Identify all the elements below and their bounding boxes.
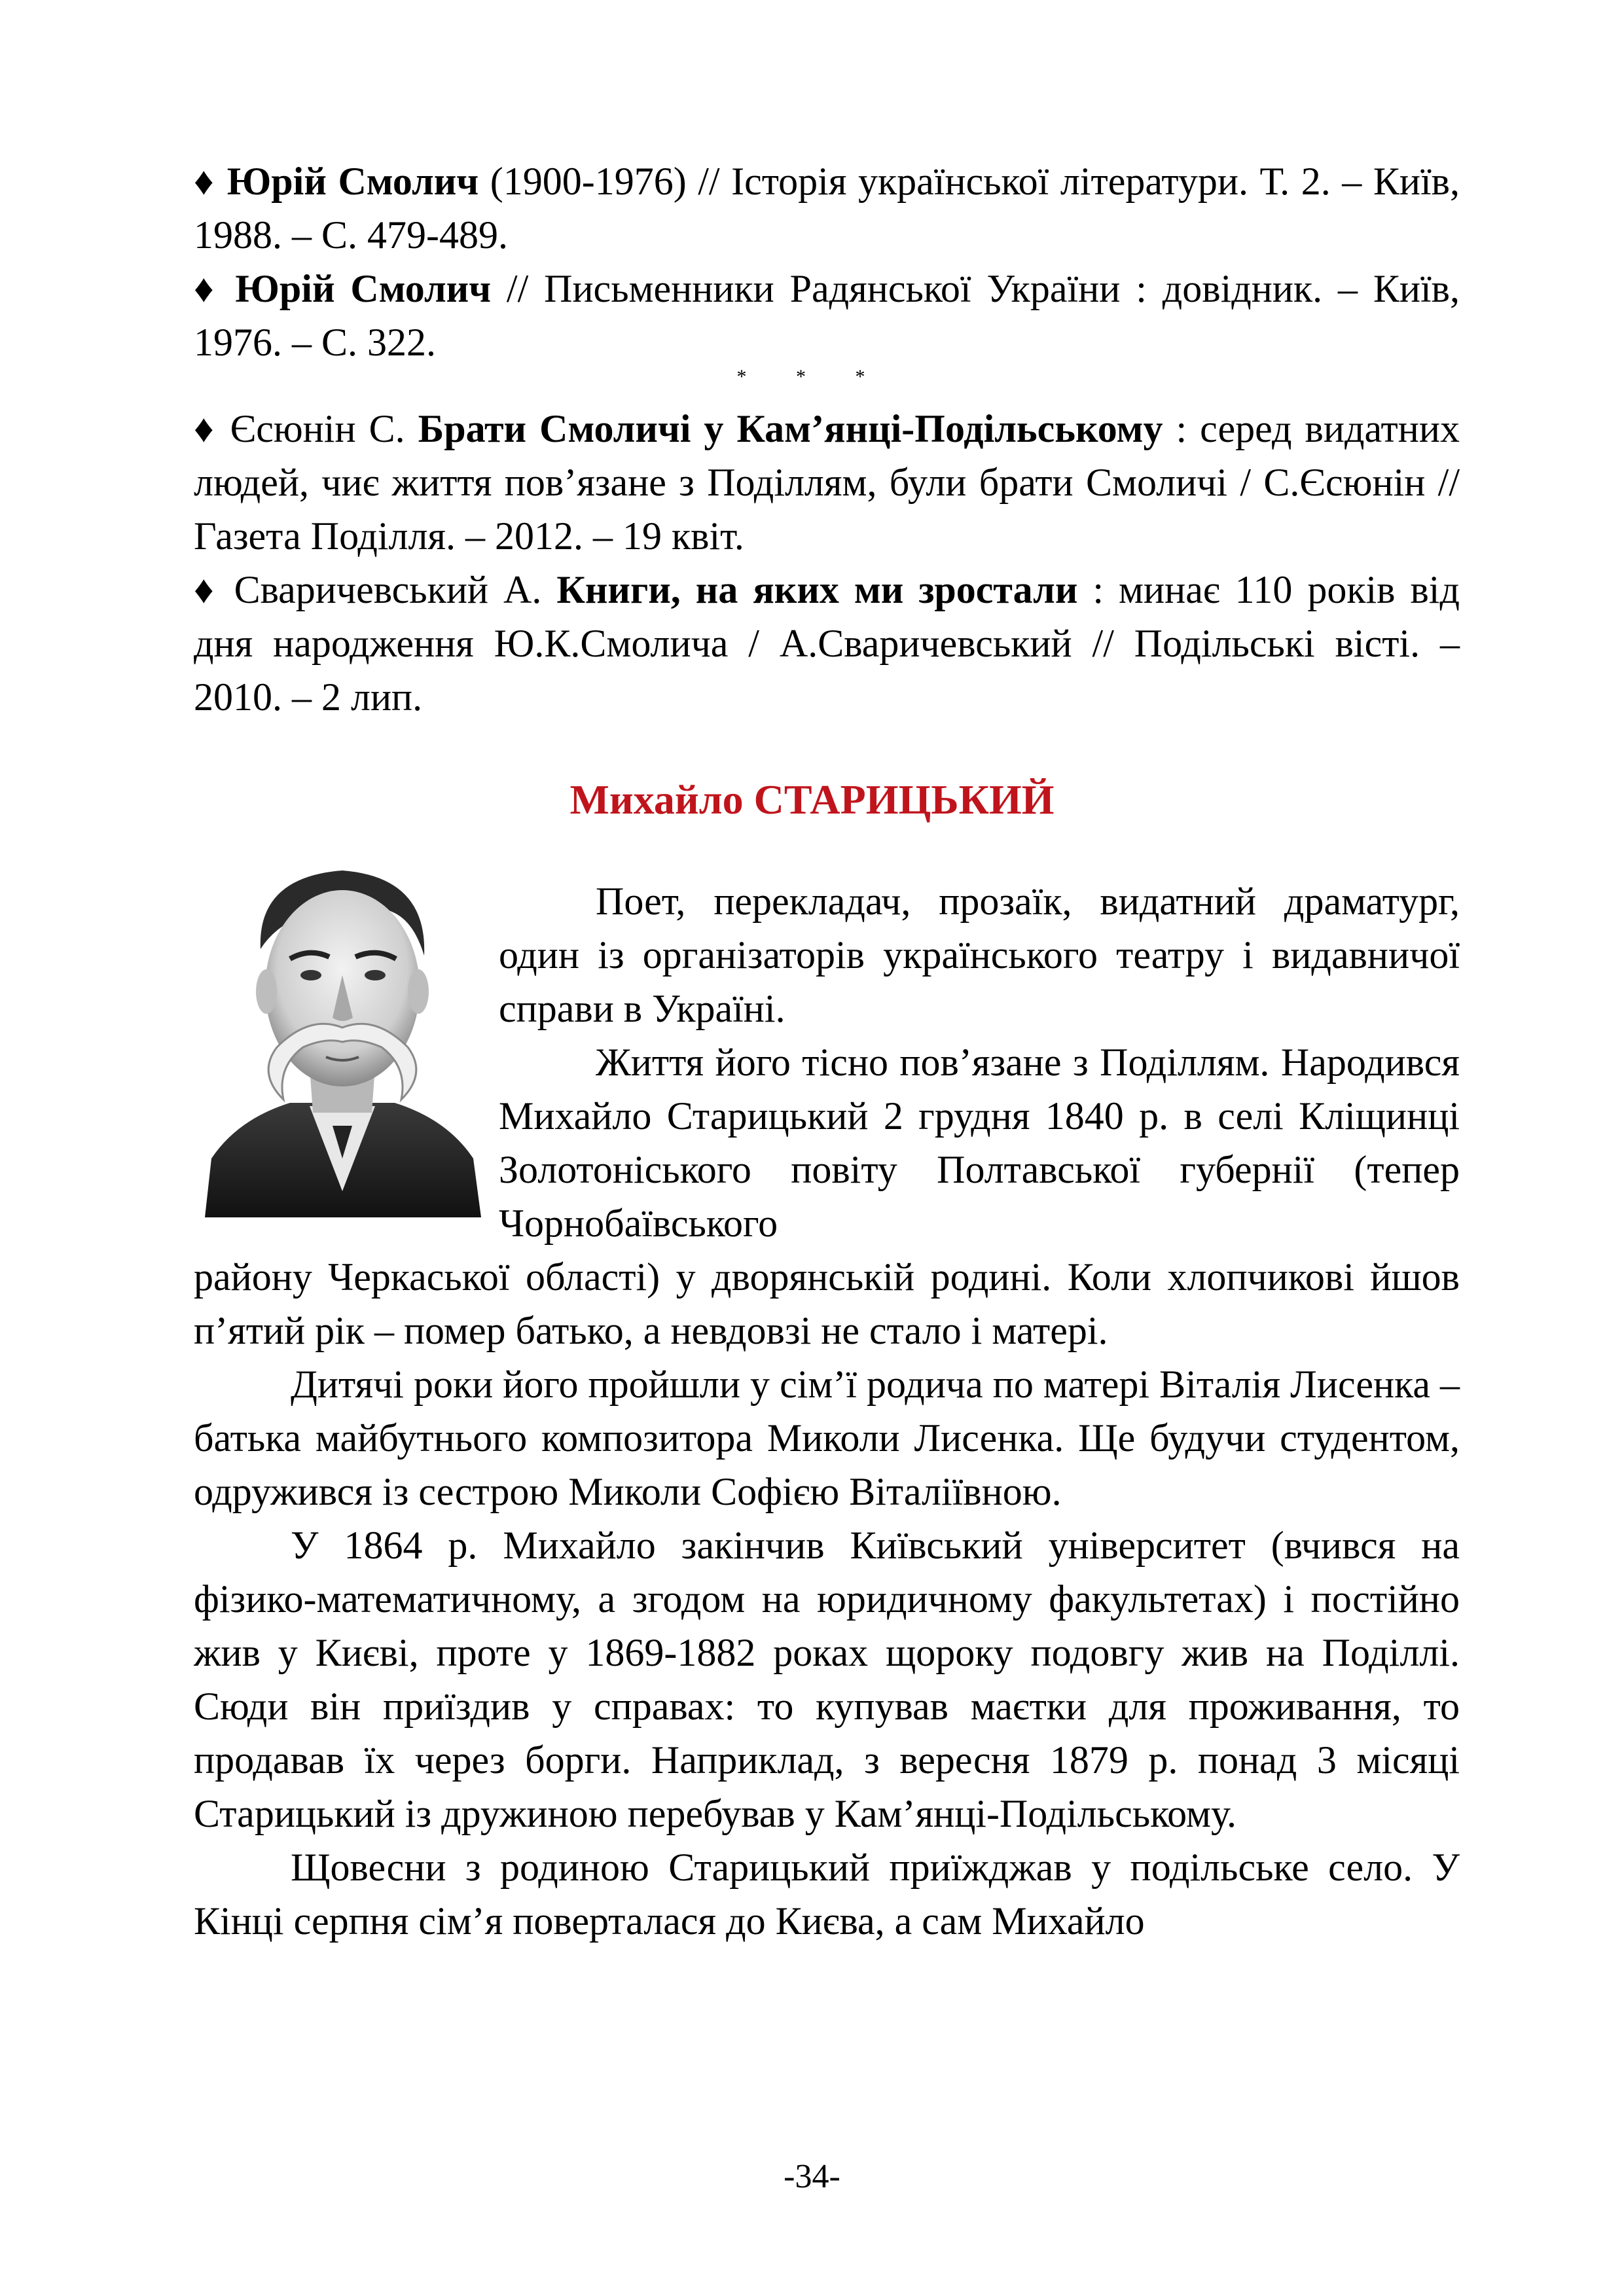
biography-intro [499,874,1460,1250]
reference-details: : минає 110 років від дня народження Ю.К.Смолича / А.Сваричевський // Подільські вісті. – 2010. – 2 лип. [194,568,1460,719]
reference-title: Книги, на яких ми зростали [556,568,1078,611]
birth-paragraph: Життя його тісно пов’язане з Поділлям. Народився Михайло Старицький 2 грудня 1840 р. в селі Кліщинці Золотоніського повіту Полтавської губернії (тепер Чорнобаївського [499,1041,1460,1245]
reference-details: // Письменники Радянської України : довідник. – Київ, 1976. – С. 322. [194,267,1460,364]
reference-entry [194,563,1460,724]
body-paragraph: Щовесни з родиною Старицький приїжджав у подільське село. У Кінці серпня сім’я поверталася до Києва, а сам Михайло [194,1846,1460,1943]
biography-body [194,1250,1460,1948]
diamond-bullet-icon: ♦ [194,407,217,450]
diamond-bullet-icon: ♦ [194,160,216,203]
reference-title: Брати Смоличі у Кам’янці-Подільському [418,407,1163,450]
body-paragraph: У 1864 р. Михайло закінчив Київський університет (вчився на фізико-математичному, а згодом на юридичному факультетах) і постійно жив у Києві, проте у 1869-1882 роках щороку подовгу жив на Поділлі. Сюди він приїздив у справах: то купував маєтки для проживання, то продавав їх через борги. Наприклад, з вересня 1879 р. понад 3 місяці Старицький із дружиною перебував у Кам’янці-Подільському. [194,1524,1460,1835]
references-top [194,154,1460,369]
intro-paragraph: Поет, перекладач, прозаїк, видатний драматург, один із організаторів українського театру і видавничої справи в Україні. [499,880,1460,1030]
diamond-bullet-icon: ♦ [194,267,220,310]
body-paragraph: Дитячі роки його пройшли у сім’ї родича по матері Віталія Лисенка – батька майбутнього композитора Миколи Лисенка. Ще будучи студентом, одружився із сестрою Миколи Софією Віталіївною. [194,1363,1460,1513]
reference-details: (1900-1976) // Історія української літератури. Т. 2. – Київ, 1988. – С. 479-489. [194,160,1460,257]
birth-paragraph-continued: району Черкаської області) у дворянській родині. Коли хлопчикові йшов п’ятий рік – помер батько, а невдовзі не стало і матері. [194,1255,1460,1352]
page-number: -34- [784,2158,840,2195]
diamond-bullet-icon: ♦ [194,568,219,611]
reference-author: Юрій Смолич [235,267,492,310]
reference-entry [194,402,1460,563]
reference-author: Юрій Смолич [226,160,479,203]
portrait-image [198,851,486,1217]
reference-details: : серед видатних людей, чиє життя пов’язане з Поділлям, були брати Смоличі / С.Єсюнін // Газета Поділля. – 2012. – 19 квіт. [194,407,1460,558]
reference-author: Єсюнін С. [217,407,418,450]
reference-author: Сваричевський А. [219,568,557,611]
references-bottom [194,402,1460,724]
reference-entry [194,154,1460,262]
section-separator: * * * [736,366,888,387]
reference-entry [194,262,1460,369]
section-title: Михайло СТАРИЦЬКИЙ [569,776,1055,823]
